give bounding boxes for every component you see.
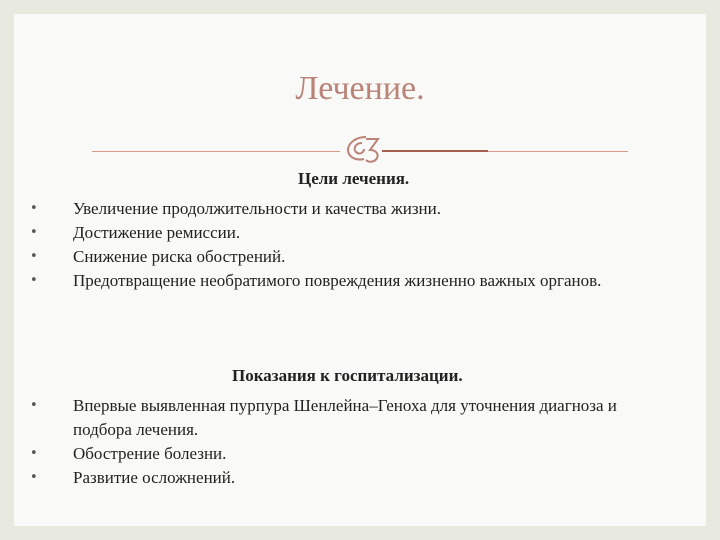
- list-item: • Обострение болезни.: [0, 442, 720, 466]
- bullet-icon: •: [30, 446, 38, 461]
- list-item: • Увеличение продолжительности и качества жизни.: [0, 197, 720, 221]
- bullet-icon: •: [30, 201, 38, 216]
- scroll-flourish-icon: [342, 133, 382, 167]
- list-item: • Впервые выявленная пурпура Шенлейна–Геноха для уточнения диагноза и подбора лечения.: [30, 396, 617, 439]
- list-item: • Достижение ремиссии.: [0, 221, 720, 245]
- slide-title: Лечение.: [295, 70, 425, 107]
- bullet-icon: •: [30, 249, 38, 264]
- goals-heading: Цели лечения.: [298, 169, 410, 188]
- goals-list: [0, 197, 720, 293]
- title-divider-accent: [382, 150, 488, 152]
- bullet-icon: •: [30, 225, 38, 240]
- title-divider-left: [92, 151, 340, 152]
- hospitalization-heading: Показания к госпитализации.: [232, 366, 463, 385]
- bullet-icon: •: [30, 470, 38, 485]
- list-item: • Снижение риска обострений.: [0, 245, 720, 269]
- bullet-icon: •: [30, 398, 38, 413]
- list-item: • Предотвращение необратимого повреждения жизненно важных органов.: [0, 269, 720, 293]
- bullet-icon: •: [30, 273, 38, 288]
- hospitalization-list: [0, 394, 720, 490]
- list-item: • Развитие осложнений.: [0, 466, 720, 490]
